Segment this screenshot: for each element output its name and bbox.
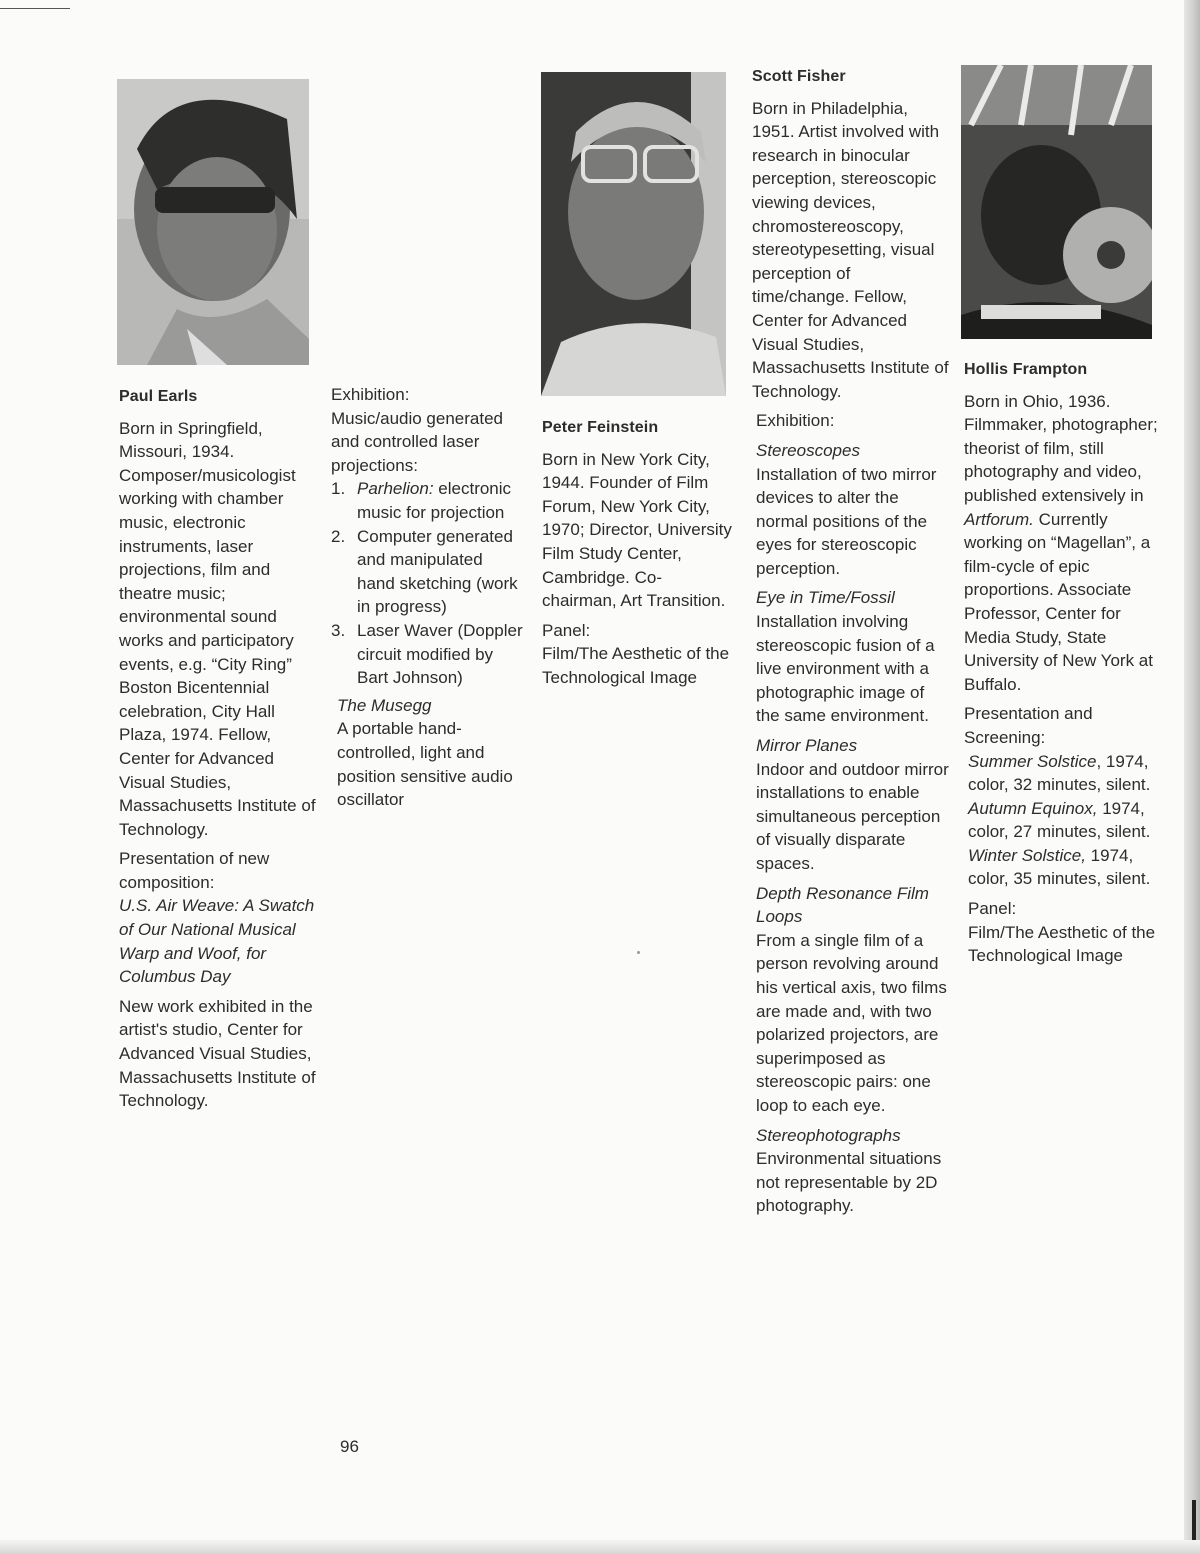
artist-name: Scott Fisher [752,68,846,85]
artist-bio: Born in New York City, 1944. Founder of Film Forum, New York City, 1970; Director, University Film Study Center, Cambridge. Co-chairman, Art Transition. [542,449,732,611]
speck [637,951,640,954]
panel-text: Film/The Aesthetic of the Technological Image [542,644,730,687]
column-paul-earls [119,385,319,1119]
list-item: Mirror Planes Indoor and outdoor mirror installations to enable simultaneous perception of visually disparate spaces. [756,736,949,873]
panel-label: Panel: [968,899,1017,919]
list-item: Depth Resonance Film Loops From a single film of a person revolving around his vertical axis, two films are made and, with two polarized projectors, are superimposed as stereoscopic pairs: one loop to each eye. [756,883,947,1115]
artist-bio: Born in Ohio, 1936. Filmmaker, photographer; theorist of film, still photography and video, published extensively in Artforum. Currently working on “Magellan”, a film-cycle of epic proportions. Associate Professor, Center for Media Study, State University of New York at Buffalo. [964,391,1158,694]
artist-name: Peter Feinstein [542,419,659,436]
list-item: Eye in Time/Fossil Installation involving stereoscopic fusion of a live environment with a photographic image of the same environment. [756,588,935,726]
photo-hollis-frampton [961,65,1152,339]
panel-label: Panel: [542,620,591,640]
column-peter-feinstein [542,416,734,696]
page-number: 96 [340,1437,359,1456]
exhibition-label: Exhibition: [756,411,835,431]
list-item: 1. Parhelion: electronic music for projection [331,479,512,522]
list-item: 3. Laser Waver (Doppler circuit modified by Bart Johnson) [331,620,523,688]
work-title: The Musegg [337,695,432,715]
artist-name: Hollis Frampton [964,361,1088,378]
top-rule [0,8,70,9]
screening-label: Presentation and Screening: [964,704,1093,747]
film-list: Summer Solstice, 1974, color, 32 minutes, silent. Autumn Equinox, 1974, color, 27 minutes, silent. Winter Solstice, 1974, color, 35 minutes, silent. [968,751,1151,889]
artist-bio: Born in Philadelphia, 1951. Artist involved with research in binocular perception, stereoscopic viewing devices, chromostereoscopy, stereotypesetting, visual perception of time/change. Fellow, Center for Advanced Visual Studies, Massachusetts Institute of Technology. [752,98,949,401]
bottom-edge-shadow [0,1540,1200,1553]
page-edge-shadow [1184,0,1200,1553]
artist-bio: Born in Springfield, Missouri, 1934. Composer/musicologist working with chamber music, electronic instruments, laser projections, film and theatre music; environmental sound works and participatory events, e.g. “City Ring” Boston Bicentennial celebration, City Hall Plaza, 1974. Fellow, Center for Advanced Visual Studies, Massachusetts Institute of Technology. [119,418,316,839]
panel-text: Film/The Aesthetic of the Technological Image [968,922,1156,966]
list-item: Stereoscopes Installation of two mirror devices to alter the normal positions of the eyes for stereoscopic perception. [756,440,937,578]
column-earls-exhibition [331,383,523,818]
column-scott-fisher [752,65,950,1224]
artist-name: Paul Earls [119,388,198,405]
composition-title: U.S. Air Weave: A Swatch of Our National Musical Warp and Woof, for Columbus Day [119,896,315,987]
exhibition-intro: Music/audio generated and controlled laser projections: [331,408,504,475]
photo-paul-earls [117,79,309,365]
works-list [756,439,950,1218]
new-work-note: New work exhibited in the artist's studio, Center for Advanced Visual Studies, Massachusetts Institute of Technology. [119,996,316,1111]
photo-peter-feinstein [541,72,726,396]
column-hollis-frampton [964,358,1164,974]
exhibition-list [331,477,523,689]
exhibition-label: Exhibition: [331,385,410,404]
list-item: Stereophotographs Environmental situations not representable by 2D photography. [756,1125,942,1216]
list-item: 2. Computer generated and manipulated hand sketching (work in progress) [331,526,518,617]
work-description: A portable hand-controlled, light and position sensitive audio oscillator [337,719,513,810]
presentation-label: Presentation of new composition: [119,849,270,892]
